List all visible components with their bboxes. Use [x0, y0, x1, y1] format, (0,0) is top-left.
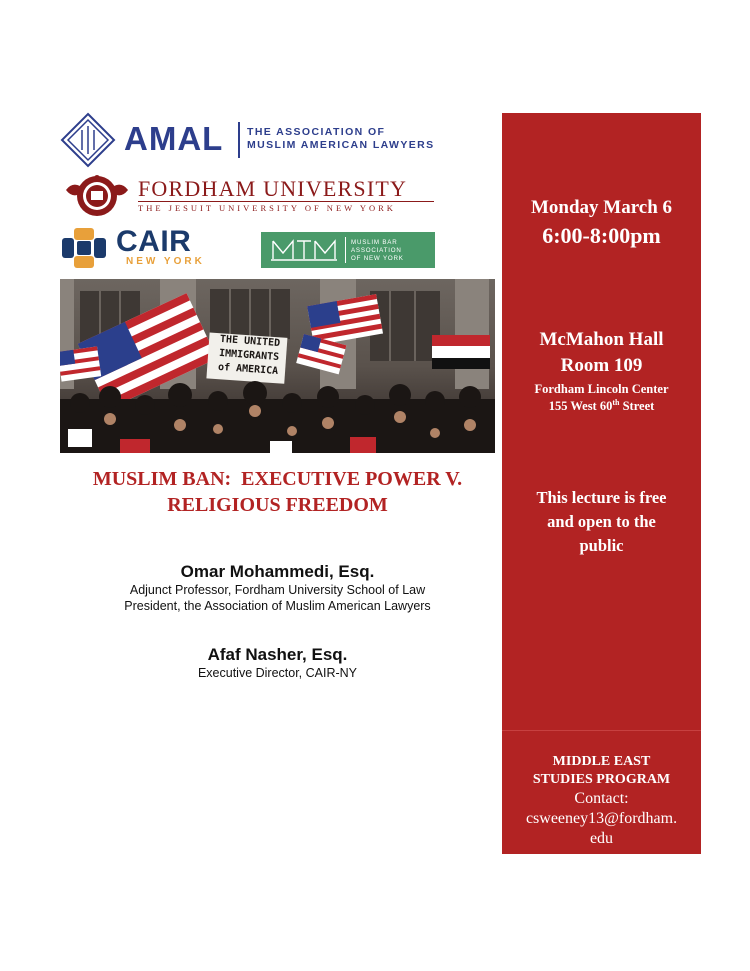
mba-line3: OF NEW YORK — [351, 255, 404, 262]
sign-line1: THE UNITED — [219, 333, 281, 350]
amal-diamond-icon — [60, 112, 116, 168]
mba-divider — [345, 237, 346, 263]
speaker-omar — [60, 562, 495, 614]
speaker-name: Afaf Nasher, Esq. — [207, 645, 348, 664]
protest-sign-text — [209, 332, 290, 379]
fordham-logo — [64, 172, 444, 220]
fordham-wordmark: FORDHAM UNIVERSITY — [138, 176, 408, 201]
street-suffix: Street — [619, 399, 655, 413]
lecture-title-line1: MUSLIM BAN: EXECUTIVE POWER V. — [92, 468, 463, 490]
email-line1: csweeney13@fordham. — [525, 810, 678, 827]
protest-photo — [60, 279, 495, 453]
cair-logo — [60, 226, 230, 270]
cair-subtitle: NEW YORK — [126, 256, 205, 267]
event-campus: Fordham Lincoln Center — [534, 382, 669, 396]
fordham-tagline: THE JESUIT UNIVERSITY OF NEW YORK — [138, 203, 396, 213]
speaker-role-line1: Executive Director, CAIR-NY — [197, 666, 358, 680]
email-line2: edu — [589, 830, 614, 847]
speaker-afaf — [60, 645, 495, 681]
free-admission-note — [502, 486, 701, 558]
amal-subtitle-line1: THE ASSOCIATION OF — [247, 126, 386, 138]
event-time: 6:00-8:00pm — [542, 223, 661, 248]
free-line2: and open to the — [547, 512, 656, 531]
program-line2: STUDIES PROGRAM — [532, 772, 671, 787]
street-ordinal: th — [612, 397, 620, 407]
sign-line3: of AMERICA — [217, 361, 279, 378]
speaker-role-line1: Adjunct Professor, Fordham University School of Law — [129, 583, 426, 597]
event-date: Monday March 6 — [530, 197, 673, 218]
free-line1: This lecture is free — [536, 488, 667, 507]
speaker-role-line2: President, the Association of Muslim American Lawyers — [124, 599, 431, 613]
program-line1: MIDDLE EAST — [552, 754, 651, 769]
amal-subtitle-line2: MUSLIM AMERICAN LAWYERS — [247, 139, 435, 151]
event-street-address — [502, 398, 701, 415]
mba-monogram-icon — [269, 237, 339, 263]
contact-label: Contact: — [574, 790, 629, 807]
event-room: Room 109 — [560, 355, 643, 376]
lecture-title-line2: RELIGIOUS FREEDOM — [167, 494, 388, 516]
mba-line2: ASSOCIATION — [351, 247, 402, 254]
lecture-title — [60, 466, 495, 518]
event-details-sidebar — [502, 113, 701, 854]
sidebar-divider — [502, 730, 701, 731]
street-prefix: 155 West 60 — [548, 399, 613, 413]
contact-email[interactable] — [502, 809, 701, 849]
sign-line2: IMMIGRANTS — [218, 347, 280, 364]
amal-subtitle — [247, 126, 435, 152]
program-name — [502, 753, 701, 789]
mba-text — [351, 239, 404, 263]
muslim-bar-association-logo — [261, 232, 435, 268]
amal-divider — [238, 122, 240, 158]
fordham-rule — [138, 201, 434, 202]
free-line3: public — [579, 536, 624, 555]
mba-line1: MUSLIM BAR — [351, 239, 398, 246]
event-hall: McMahon Hall — [539, 329, 664, 350]
cair-wordmark: CAIR — [116, 225, 192, 258]
speaker-name: Omar Mohammedi, Esq. — [180, 562, 375, 581]
cair-star-icon — [60, 226, 108, 270]
fordham-seal-icon — [64, 172, 130, 220]
amal-wordmark: AMAL — [124, 120, 224, 157]
amal-logo — [60, 112, 450, 168]
